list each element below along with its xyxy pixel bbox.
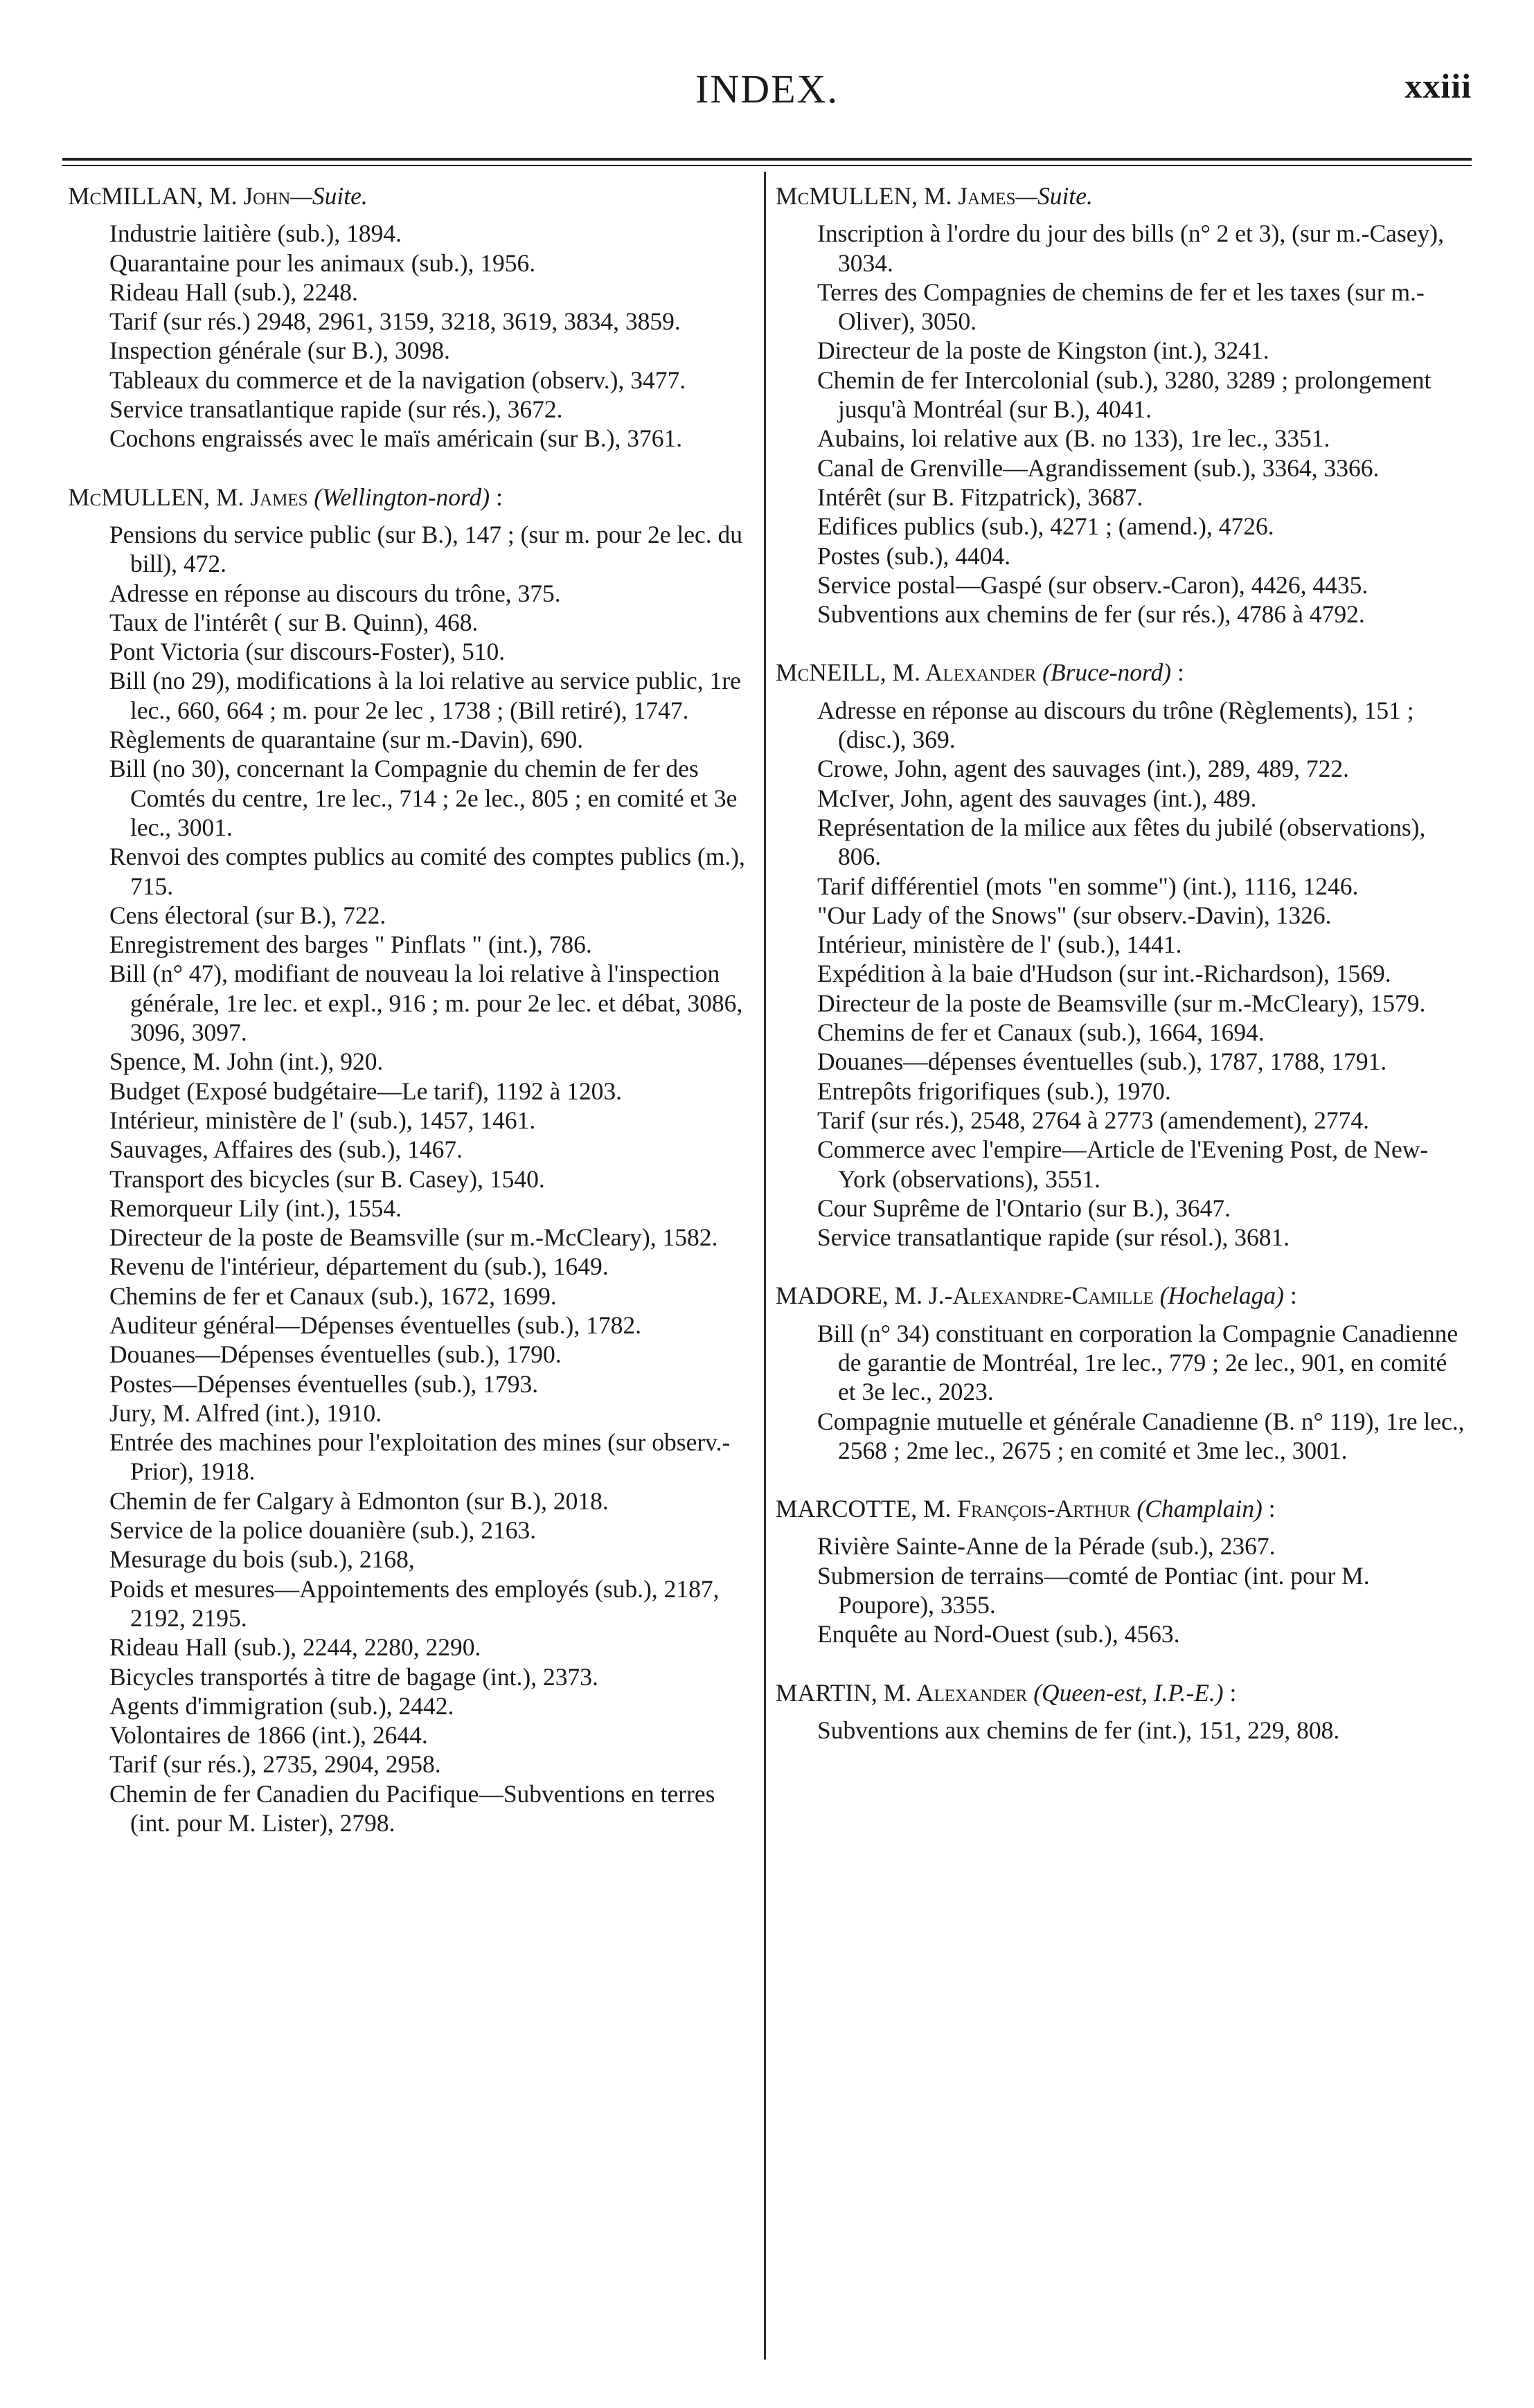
index-item: Cour Suprême de l'Ontario (sur B.), 3647. xyxy=(817,1194,1231,1222)
index-entry xyxy=(776,1494,1468,1648)
index-item: Cens électoral (sur B.), 722. xyxy=(109,901,386,929)
index-item: Aubains, loi relative aux (B. no 133), 1re lec., 3351. xyxy=(817,424,1330,453)
index-item: Auditeur général—Dépenses éventuelles (sub.), 1782. xyxy=(109,1311,641,1339)
index-item: Poids et mesures—Appointements des employés (sub.), 2187, 2192, 2195. xyxy=(109,1574,720,1632)
index-item: Agents d'immigration (sub.), 2442. xyxy=(109,1691,454,1720)
index-item: Compagnie mutuelle et générale Canadienne (B. n° 119), 1re lec., 2568 ; 2me lec., 2675 ; en comité et 3me lec., 3001. xyxy=(817,1407,1465,1464)
heading-suffix: : xyxy=(1223,1678,1237,1707)
riding-label: —Suite. xyxy=(290,182,368,210)
index-item: Chemin de fer Calgary à Edmonton (sur B.), 2018. xyxy=(109,1486,609,1515)
index-item: Rivière Sainte-Anne de la Pérade (sub.), 2367. xyxy=(817,1532,1276,1561)
entry-heading xyxy=(776,658,1468,687)
index-item: Crowe, John, agent des sauvages (int.), 289, 489, 722. xyxy=(817,755,1350,783)
index-item: Volontaires de 1866 (int.), 2644. xyxy=(109,1721,428,1750)
member-name: McMILLAN, M. John xyxy=(68,182,291,210)
index-item: Jury, M. Alfred (int.), 1910. xyxy=(109,1399,382,1427)
index-item: Tarif (sur rés.), 2735, 2904, 2958. xyxy=(109,1750,441,1779)
index-item: Douanes—Dépenses éventuelles (sub.), 1790. xyxy=(109,1340,562,1369)
index-item: Représentation de la milice aux fêtes du jubilé (observations), 806. xyxy=(817,813,1426,871)
left-column xyxy=(68,181,750,1838)
index-item: Sauvages, Affaires des (sub.), 1467. xyxy=(109,1135,463,1164)
index-entry xyxy=(776,658,1468,1252)
entry-heading xyxy=(776,1494,1468,1523)
page-number: xxiii xyxy=(1404,66,1472,105)
index-item: Intérêt (sur B. Fitzpatrick), 3687. xyxy=(817,483,1143,511)
index-item: Postes (sub.), 4404. xyxy=(817,541,1011,570)
index-item: McIver, John, agent des sauvages (int.), 489. xyxy=(817,784,1257,812)
entry-heading xyxy=(776,1281,1468,1310)
index-item: Directeur de la poste de Beamsville (sur m.-McCleary), 1582. xyxy=(109,1223,718,1252)
index-item: Directeur de la poste de Beamsville (sur m.-McCleary), 1579. xyxy=(817,989,1426,1017)
index-item: Rideau Hall (sub.), 2244, 2280, 2290. xyxy=(109,1633,481,1662)
member-name: MARCOTTE, M. François-Arthur xyxy=(776,1495,1131,1523)
index-item: Tableaux du commerce et de la navigation (observ.), 3477. xyxy=(109,366,686,394)
header-rule-thin xyxy=(62,165,1472,166)
index-item: Spence, M. John (int.), 920. xyxy=(109,1048,384,1076)
index-item: Chemin de fer Intercolonial (sub.), 3280, 3289 ; prolongement jusqu'à Montréal (sur B.), 4041. xyxy=(817,366,1432,424)
riding-label: (Bruce-nord) xyxy=(1042,658,1172,687)
index-item: Tarif (sur rés.) 2948, 2961, 3159, 3218, 3619, 3834, 3859. xyxy=(109,307,681,336)
right-column xyxy=(776,181,1468,1745)
index-item: Rideau Hall (sub.), 2248. xyxy=(109,278,358,306)
heading-suffix: : xyxy=(1262,1495,1276,1523)
index-entry xyxy=(68,181,750,453)
index-item: Règlements de quarantaine (sur m.-Davin), 690. xyxy=(109,726,584,754)
index-item: Terres des Compagnies de chemins de fer et les taxes (sur m.-Oliver), 3050. xyxy=(817,278,1425,336)
index-item: Enquête au Nord-Ouest (sub.), 4563. xyxy=(817,1620,1180,1648)
index-item: Adresse en réponse au discours du trône, 375. xyxy=(109,579,561,607)
index-item: Renvoi des comptes publics au comité des comptes publics (m.), 715. xyxy=(109,843,745,900)
entry-heading xyxy=(68,181,750,210)
index-entry xyxy=(776,1281,1468,1465)
index-item: Chemins de fer et Canaux (sub.), 1664, 1694. xyxy=(817,1018,1265,1047)
index-item: Entrée des machines pour l'exploitation des mines (sur observ.-Prior), 1918. xyxy=(109,1428,731,1486)
index-item: Service transatlantique rapide (sur résol.), 3681. xyxy=(817,1223,1290,1252)
index-item: Cochons engraissés avec le maïs américain (sur B.), 3761. xyxy=(109,424,683,453)
index-item: Bill (no 30), concernant la Compagnie du chemin de fer des Comtés du centre, 1re lec., 714 ; 2e lec., 805 ; en comité et 3e lec., 3001. xyxy=(109,755,738,841)
index-item: Subventions aux chemins de fer (sur rés.), 4786 à 4792. xyxy=(817,600,1365,629)
index-item: Inscription à l'ordre du jour des bills (n° 2 et 3), (sur m.-Casey), 3034. xyxy=(817,219,1444,277)
index-item: Revenu de l'intérieur, département du (sub.), 1649. xyxy=(109,1252,609,1281)
index-item: Service de la police douanière (sub.), 2163. xyxy=(109,1516,537,1545)
index-item: Inspection générale (sur B.), 3098. xyxy=(109,336,450,365)
index-item: Enregistrement des barges " Pinflats " (int.), 786. xyxy=(109,931,592,959)
heading-suffix: : xyxy=(1283,1282,1297,1310)
index-item: Directeur de la poste de Kingston (int.), 3241. xyxy=(817,336,1269,365)
index-item: Tarif différentiel (mots "en somme") (int.), 1116, 1246. xyxy=(817,872,1359,900)
index-item: Mesurage du bois (sub.), 2168, xyxy=(109,1545,415,1574)
entry-heading xyxy=(68,483,750,512)
index-item: Canal de Grenville—Agrandissement (sub.), 3364, 3366. xyxy=(817,453,1380,482)
member-name: MARTIN, M. Alexander xyxy=(776,1678,1028,1707)
page-title: INDEX. xyxy=(695,66,839,111)
index-item: Industrie laitière (sub.), 1894. xyxy=(109,219,402,248)
index-item: Adresse en réponse au discours du trône (Règlements), 151 ; (disc.), 369. xyxy=(817,696,1414,754)
index-item: Tarif (sur rés.), 2548, 2764 à 2773 (amendement), 2774. xyxy=(817,1106,1370,1134)
index-item: "Our Lady of the Snows" (sur observ.-Davin), 1326. xyxy=(817,901,1332,929)
heading-suffix: : xyxy=(490,483,503,511)
member-name: MADORE, M. J.-Alexandre-Camille xyxy=(776,1282,1154,1310)
index-item: Entrepôts frigorifiques (sub.), 1970. xyxy=(817,1077,1171,1105)
index-item: Chemin de fer Canadien du Pacifique—Subventions en terres (int. pour M. Lister), 2798. xyxy=(109,1779,715,1838)
index-item: Transport des bicycles (sur B. Casey), 1540. xyxy=(109,1165,545,1193)
riding-label: (Hochelaga) xyxy=(1159,1282,1284,1310)
index-item: Intérieur, ministère de l' (sub.), 1457, 1461. xyxy=(109,1106,536,1134)
page-header xyxy=(62,66,1472,128)
index-item: Service transatlantique rapide (sur rés.), 3672. xyxy=(109,395,563,424)
riding-label: (Queen-est, I.P.-E.) xyxy=(1033,1678,1224,1707)
member-name: McMULLEN, M. James xyxy=(68,483,308,511)
member-name: McNEILL, M. Alexander xyxy=(776,658,1037,687)
index-item: Bill (n° 34) constituant en corporation la Compagnie Canadienne de garantie de Montréal, 1re lec., 779 ; 2e lec., 901, en comité et 3e lec., 2023. xyxy=(817,1319,1459,1406)
heading-suffix: : xyxy=(1171,658,1184,687)
index-item: Bill (no 29), modifications à la loi relative au service public, 1re lec., 660, 664 ; m. pour 2e lec , 1738 ; (Bill retiré), 1747. xyxy=(109,667,741,724)
index-item: Subventions aux chemins de fer (int.), 151, 229, 808. xyxy=(817,1716,1340,1744)
index-item: Quarantaine pour les animaux (sub.), 1956. xyxy=(109,249,536,277)
index-entry xyxy=(776,1678,1468,1745)
column-divider xyxy=(764,172,766,2360)
riding-label: (Wellington-nord) xyxy=(314,483,490,511)
index-item: Pont Victoria (sur discours-Foster), 510. xyxy=(109,638,506,666)
riding-label: —Suite. xyxy=(1015,182,1093,210)
entry-heading xyxy=(776,1678,1468,1707)
member-name: McMULLEN, M. James xyxy=(776,182,1016,210)
index-item: Taux de l'intérêt ( sur B. Quinn), 468. xyxy=(109,608,479,636)
index-item: Remorqueur Lily (int.), 1554. xyxy=(109,1194,402,1222)
header-rule-thick xyxy=(62,158,1472,161)
index-item: Postes—Dépenses éventuelles (sub.), 1793. xyxy=(109,1369,539,1398)
index-item: Budget (Exposé budgétaire—Le tarif), 1192 à 1203. xyxy=(109,1077,623,1105)
index-item: Douanes—dépenses éventuelles (sub.), 1787, 1788, 1791. xyxy=(817,1048,1387,1076)
index-entry xyxy=(68,483,750,1838)
index-item: Commerce avec l'empire—Article de l'Evening Post, de New-York (observations), 3551. xyxy=(817,1135,1429,1193)
index-item: Pensions du service public (sur B.), 147 ; (sur m. pour 2e lec. du bill), 472. xyxy=(109,520,742,578)
index-item: Edifices publics (sub.), 4271 ; (amend.), 4726. xyxy=(817,512,1274,541)
index-item: Bill (n° 47), modifiant de nouveau la loi relative à l'inspection générale, 1re lec. et expl., 916 ; m. pour 2e lec. et débat, 3086, 3096, 3097. xyxy=(109,960,743,1047)
index-item: Bicycles transportés à titre de bagage (int.), 2373. xyxy=(109,1662,598,1691)
index-item: Expédition à la baie d'Hudson (sur int.-Richardson), 1569. xyxy=(817,960,1391,988)
index-item: Submersion de terrains—comté de Pontiac (int. pour M. Poupore), 3355. xyxy=(817,1561,1370,1619)
riding-label: (Champlain) xyxy=(1136,1495,1263,1523)
index-item: Service postal—Gaspé (sur observ.-Caron), 4426, 4435. xyxy=(817,570,1368,599)
index-item: Intérieur, ministère de l' (sub.), 1441. xyxy=(817,931,1182,959)
index-item: Chemins de fer et Canaux (sub.), 1672, 1699. xyxy=(109,1282,557,1310)
entry-heading xyxy=(776,181,1468,210)
index-entry xyxy=(776,181,1468,629)
